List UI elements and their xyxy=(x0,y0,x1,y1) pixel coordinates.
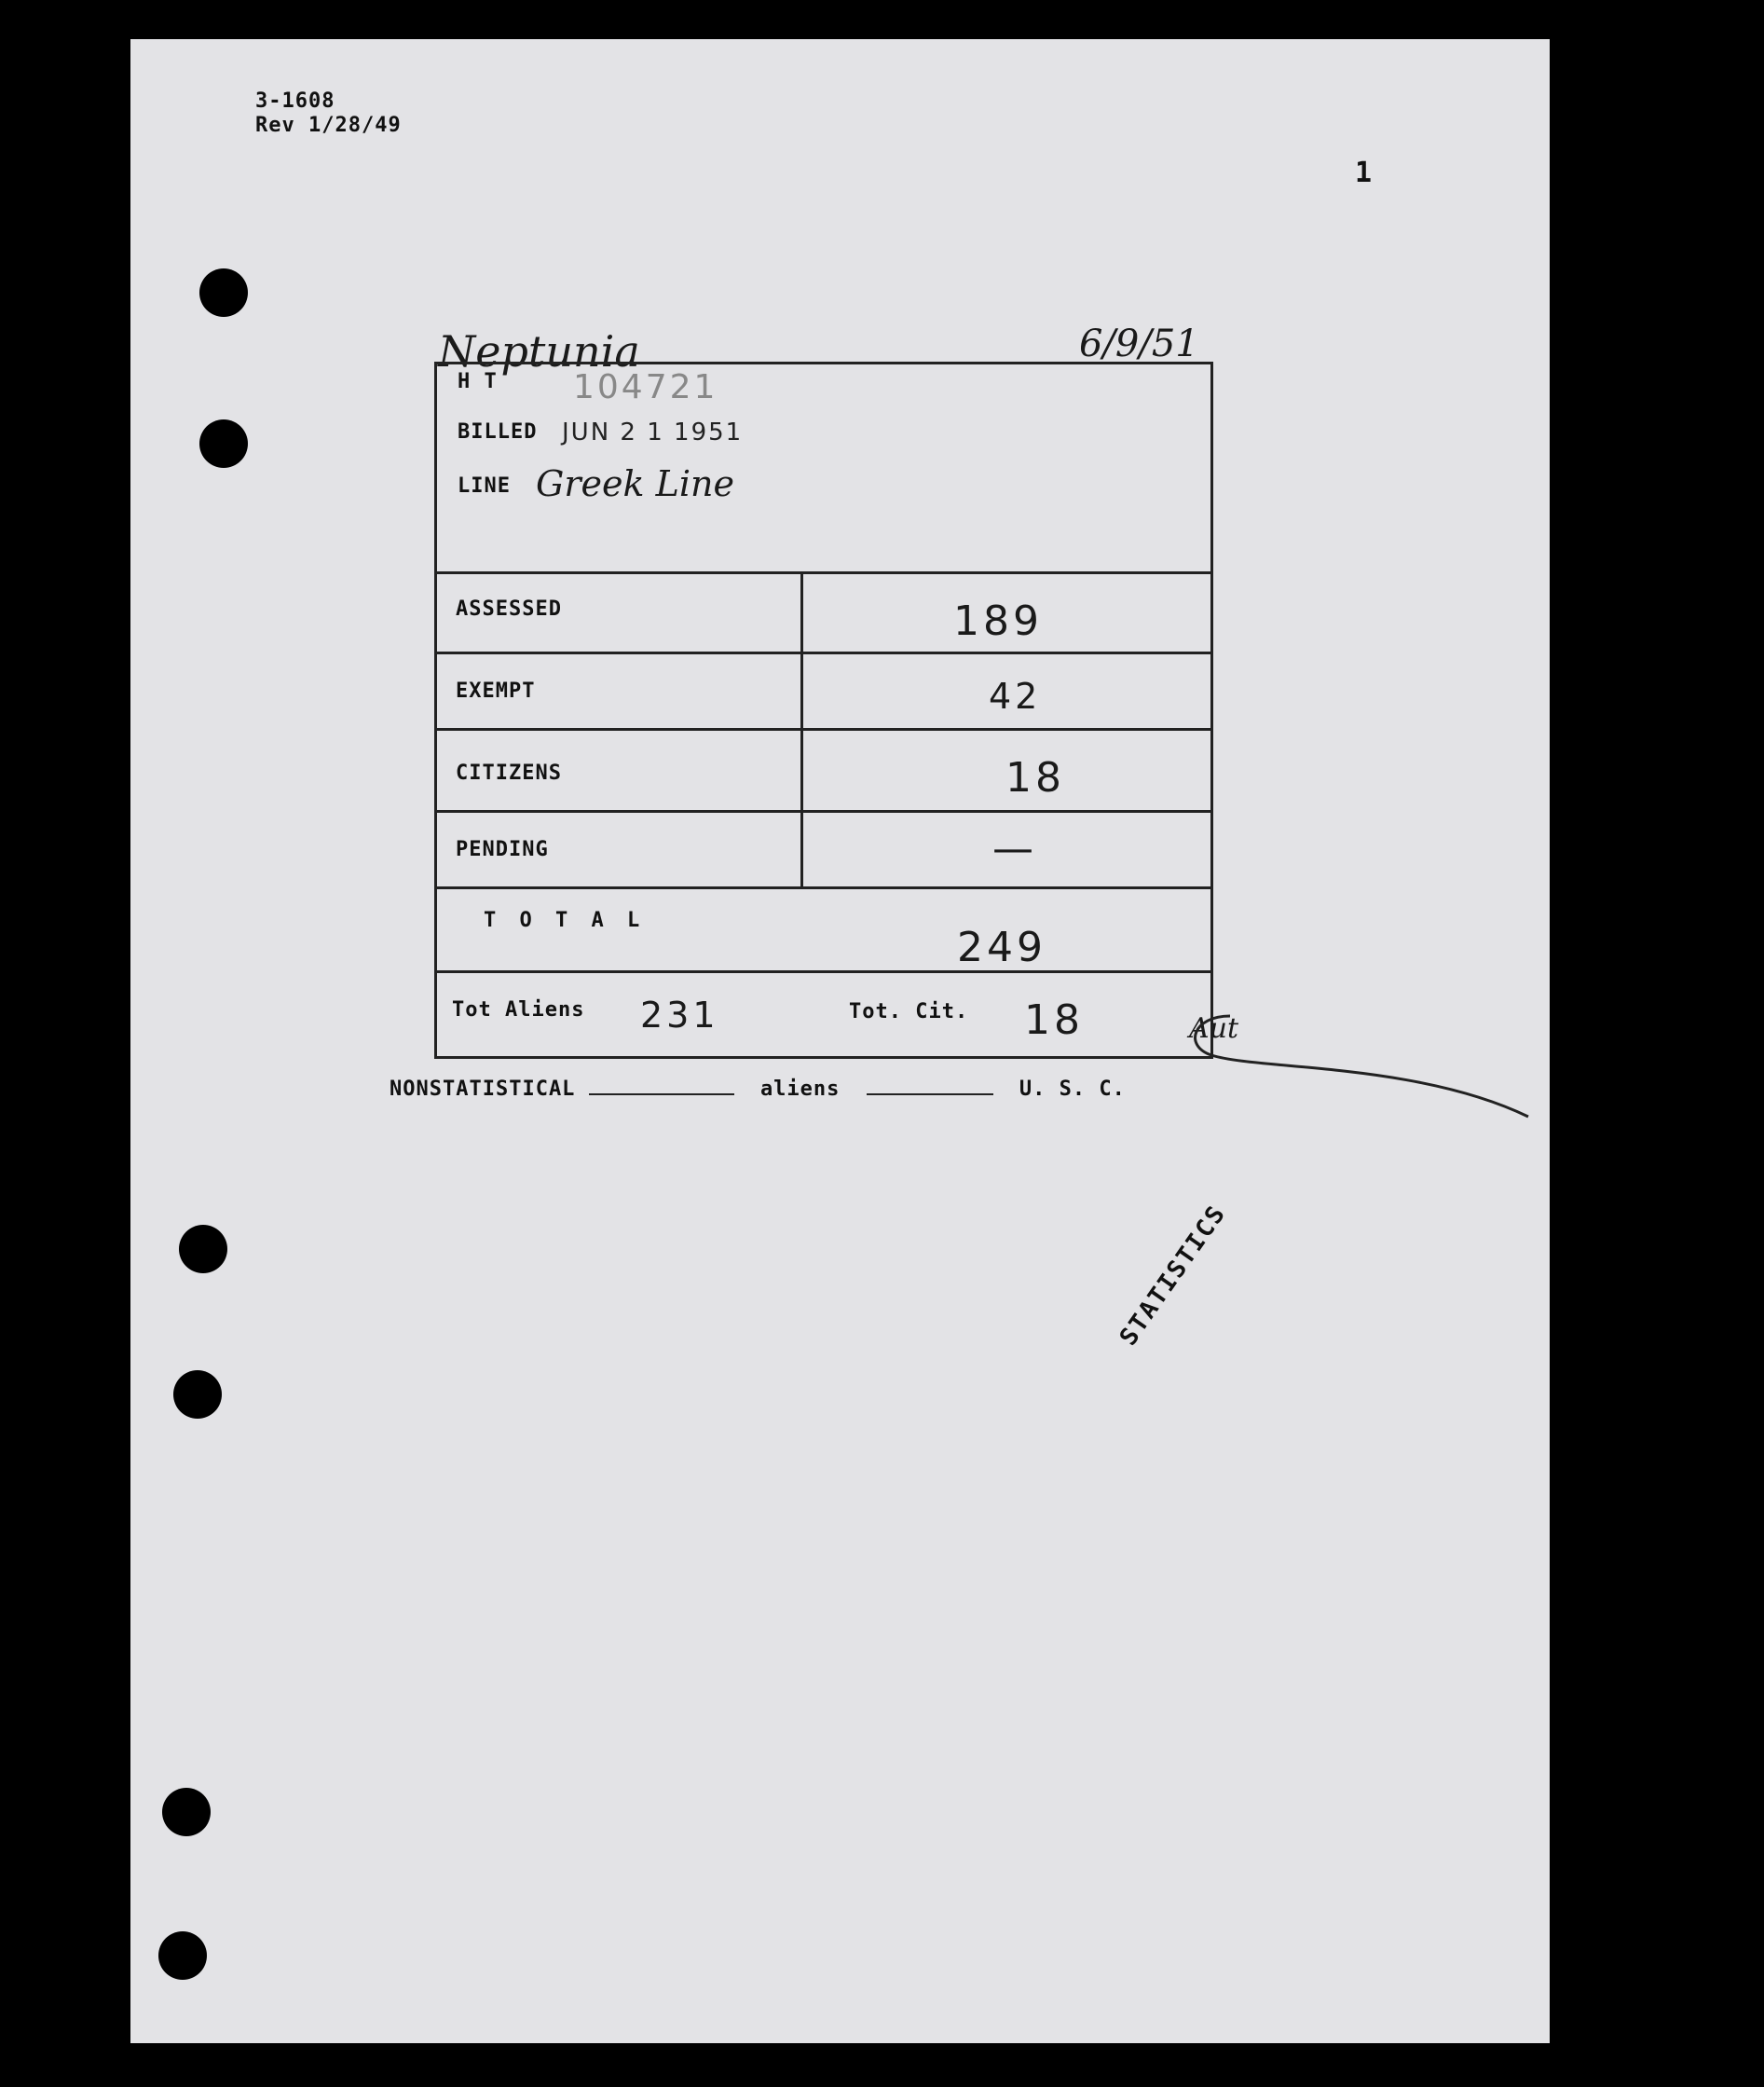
tot-cit-value: 18 xyxy=(1024,996,1084,1044)
date-handwritten: 6/9/51 xyxy=(1079,323,1199,365)
tot-aliens-value: 231 xyxy=(640,995,719,1036)
rule-total-bottom xyxy=(437,970,1210,973)
exempt-value: 42 xyxy=(989,676,1042,717)
tot-aliens-label: Tot Aliens xyxy=(452,998,585,1022)
total-label: T O T A L xyxy=(484,909,646,932)
billed-label: BILLED xyxy=(458,420,538,444)
citizens-label: CITIZENS xyxy=(456,762,562,785)
tally-box xyxy=(434,362,1213,1059)
binder-hole-5 xyxy=(162,1788,211,1836)
billed-date-stamp: JUN 2 1 1951 xyxy=(562,419,744,446)
total-value: 249 xyxy=(957,924,1046,971)
form-revision: Rev 1/28/49 xyxy=(255,114,402,137)
binder-hole-6 xyxy=(158,1931,207,1980)
document-page xyxy=(130,39,1550,2043)
ht-label: H T xyxy=(458,370,498,393)
usc-label: U. S. C. xyxy=(1019,1078,1126,1101)
aliens-label: aliens xyxy=(759,1078,841,1101)
assessed-value: 189 xyxy=(953,597,1043,645)
nonstatistical-label: NONSTATISTICAL xyxy=(390,1078,576,1101)
tot-cit-label: Tot. Cit. xyxy=(849,1000,969,1023)
nonstatistical-blank xyxy=(589,1093,734,1095)
binder-hole-1 xyxy=(199,268,248,317)
initials-handwritten: Aut xyxy=(1189,1012,1239,1045)
line-label: LINE xyxy=(458,474,511,498)
nonstatistical-line xyxy=(390,1078,1126,1101)
rule-citizens-bottom xyxy=(437,810,1210,813)
column-divider xyxy=(800,571,803,888)
ship-name-handwritten: Neptunia xyxy=(438,326,640,377)
statistics-stamp: STATISTICS xyxy=(1114,1200,1232,1352)
initials-flourish xyxy=(1174,1009,1566,1130)
binder-hole-2 xyxy=(199,419,248,468)
ht-number-stamp: 104721 xyxy=(573,368,718,406)
rule-header-bottom xyxy=(437,571,1210,574)
exempt-label: EXEMPT xyxy=(456,680,536,703)
binder-hole-3 xyxy=(179,1225,227,1273)
aliens-blank xyxy=(867,1093,993,1095)
rule-assessed-bottom xyxy=(437,652,1210,654)
pending-value: — xyxy=(992,825,1037,872)
assessed-label: ASSESSED xyxy=(456,597,562,621)
form-number: 3-1608 xyxy=(255,89,335,113)
pending-label: PENDING xyxy=(456,838,549,861)
page-number: 1 xyxy=(1355,157,1374,189)
rule-exempt-bottom xyxy=(437,728,1210,731)
line-value-handwritten: Greek Line xyxy=(536,463,734,504)
rule-pending-bottom xyxy=(437,886,1210,889)
binder-hole-4 xyxy=(173,1370,222,1419)
citizens-value: 18 xyxy=(1005,754,1065,802)
